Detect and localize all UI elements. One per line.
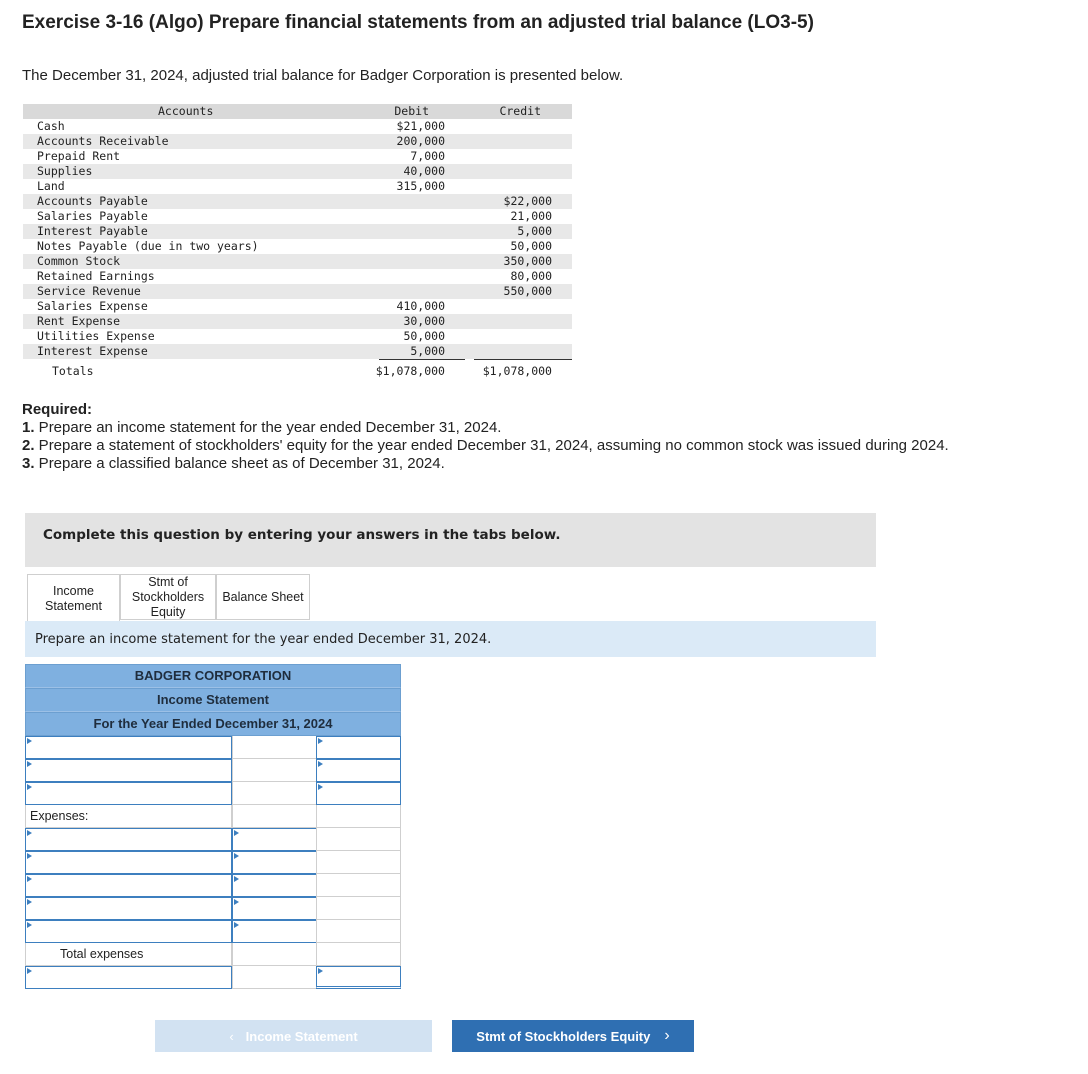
trial-balance-row xyxy=(23,149,572,164)
debit-amount: 40,000 xyxy=(403,164,445,178)
expense-row xyxy=(25,828,401,851)
header-accounts: Accounts xyxy=(158,104,214,118)
trial-balance-row xyxy=(23,299,572,314)
statement-period: For the Year Ended December 31, 2024 xyxy=(25,712,401,736)
instructions-text: Complete this question by entering your answers in the tabs below. xyxy=(43,527,561,543)
header-credit: Credit xyxy=(499,104,541,118)
account-name: Interest Payable xyxy=(37,224,148,238)
totals-label: Totals xyxy=(52,364,94,378)
expense-account-input[interactable] xyxy=(25,851,232,874)
credit-subtotal-rule xyxy=(474,359,572,360)
credit-amount: 80,000 xyxy=(510,269,552,283)
account-name: Interest Expense xyxy=(37,344,148,358)
required-heading: Required: xyxy=(22,401,93,418)
debit-amount: 5,000 xyxy=(410,344,445,358)
next-tab-button[interactable] xyxy=(452,1020,694,1052)
trial-balance-header xyxy=(23,104,572,119)
account-name: Notes Payable (due in two years) xyxy=(37,239,259,253)
debit-amount: 200,000 xyxy=(396,134,445,148)
account-name: Salaries Payable xyxy=(37,209,148,223)
statement-name: Income Statement xyxy=(25,688,401,712)
debit-amount: 315,000 xyxy=(396,179,445,193)
trial-balance-table xyxy=(23,104,572,378)
instructions-banner xyxy=(25,513,876,567)
chevron-right-icon: › xyxy=(664,1027,670,1044)
required-section xyxy=(22,401,1062,473)
expense-row xyxy=(25,920,401,943)
total-expenses-cell xyxy=(25,943,232,966)
totals-credit: $1,078,000 xyxy=(482,364,552,378)
trial-balance-totals xyxy=(23,364,572,380)
credit-amount: 50,000 xyxy=(510,239,552,253)
empty-cell xyxy=(232,943,317,966)
trial-balance-row xyxy=(23,164,572,179)
trial-balance-row xyxy=(23,134,572,149)
expenses-label-cell xyxy=(25,805,232,828)
trial-balance-row xyxy=(23,194,572,209)
empty-cell xyxy=(316,874,401,897)
expense-account-input[interactable] xyxy=(25,874,232,897)
account-name: Service Revenue xyxy=(37,284,141,298)
trial-balance-row xyxy=(23,344,572,359)
account-input[interactable] xyxy=(25,736,232,759)
trial-balance-row xyxy=(23,179,572,194)
account-name: Supplies xyxy=(37,164,93,178)
account-name: Accounts Receivable xyxy=(37,134,169,148)
net-income-label-input[interactable] xyxy=(25,966,232,989)
trial-balance-row xyxy=(23,269,572,284)
required-item: 1. Prepare an income statement for the year ended December 31, 2024. xyxy=(22,419,502,436)
chevron-left-icon: ‹ xyxy=(229,1028,234,1044)
empty-cell xyxy=(232,805,317,828)
trial-balance-row xyxy=(23,254,572,269)
expense-row xyxy=(25,874,401,897)
trial-balance-row xyxy=(23,209,572,224)
income-statement-form xyxy=(25,664,401,989)
account-name: Utilities Expense xyxy=(37,329,155,343)
amount-input[interactable] xyxy=(316,782,401,805)
empty-cell xyxy=(316,920,401,943)
credit-amount: 550,000 xyxy=(503,284,552,298)
credit-amount: $22,000 xyxy=(503,194,552,208)
trial-balance-row xyxy=(23,284,572,299)
expense-account-input[interactable] xyxy=(25,828,232,851)
trial-balance-row xyxy=(23,224,572,239)
revenue-row xyxy=(25,736,401,759)
trial-balance-row xyxy=(23,119,572,134)
account-name: Retained Earnings xyxy=(37,269,155,283)
expenses-label: Expenses: xyxy=(30,809,89,823)
intro-text: The December 31, 2024, adjusted trial balance for Badger Corporation is presented below. xyxy=(22,67,624,84)
expense-amount-input[interactable] xyxy=(232,851,317,874)
amount-input[interactable] xyxy=(316,759,401,782)
credit-amount: 21,000 xyxy=(510,209,552,223)
account-name: Land xyxy=(37,179,65,193)
total-expenses-label: Total expenses xyxy=(60,947,144,961)
statement-company: BADGER CORPORATION xyxy=(25,664,401,688)
expenses-label-row xyxy=(25,805,401,828)
expense-account-input[interactable] xyxy=(25,920,232,943)
account-name: Accounts Payable xyxy=(37,194,148,208)
credit-amount: 350,000 xyxy=(503,254,552,268)
expense-row xyxy=(25,897,401,920)
empty-cell xyxy=(316,828,401,851)
expense-row xyxy=(25,851,401,874)
header-debit: Debit xyxy=(394,104,429,118)
expense-amount-input[interactable] xyxy=(232,828,317,851)
empty-cell xyxy=(232,759,317,782)
trial-balance-row xyxy=(23,314,572,329)
prompt-text: Prepare an income statement for the year ended December 31, 2024. xyxy=(35,632,492,647)
tab-prompt xyxy=(25,621,876,657)
debit-amount: 410,000 xyxy=(396,299,445,313)
expense-amount-input[interactable] xyxy=(232,897,317,920)
account-input[interactable] xyxy=(25,782,232,805)
account-input[interactable] xyxy=(25,759,232,782)
prev-tab-button[interactable] xyxy=(155,1020,432,1052)
tab-income-statement-label: Income Statement xyxy=(45,583,102,613)
net-income-row xyxy=(25,966,401,989)
debit-amount: 50,000 xyxy=(403,329,445,343)
required-item: 2. Prepare a statement of stockholders' equity for the year ended December 31, 2024, assuming no common stock was issued during 2024. xyxy=(22,437,949,454)
debit-amount: 30,000 xyxy=(403,314,445,328)
next-tab-label: Stmt of Stockholders Equity xyxy=(476,1028,651,1044)
total-expenses-row xyxy=(25,943,401,966)
totals-debit: $1,078,000 xyxy=(375,364,445,378)
expense-amount-input[interactable] xyxy=(232,874,317,897)
account-name: Common Stock xyxy=(37,254,121,268)
empty-cell xyxy=(316,805,401,828)
amount-input[interactable] xyxy=(316,736,401,759)
tab-balance-sheet-label: Balance Sheet xyxy=(222,589,304,604)
empty-cell xyxy=(232,782,317,805)
account-name: Prepaid Rent xyxy=(37,149,121,163)
empty-cell xyxy=(316,897,401,920)
empty-cell xyxy=(232,736,317,759)
tab-balance-sheet[interactable] xyxy=(216,574,310,620)
tab-income-statement[interactable] xyxy=(27,574,120,622)
expense-account-input[interactable] xyxy=(25,897,232,920)
trial-balance-row xyxy=(23,239,572,254)
empty-cell xyxy=(316,851,401,874)
credit-amount: 5,000 xyxy=(517,224,552,238)
account-name: Rent Expense xyxy=(37,314,121,328)
prev-tab-label: Income Statement xyxy=(245,1028,358,1044)
debit-subtotal-rule xyxy=(379,359,465,360)
debit-amount: 7,000 xyxy=(410,149,445,163)
tab-stmt-stockholders-equity[interactable] xyxy=(120,574,216,620)
required-item: 3. Prepare a classified balance sheet as of December 31, 2024. xyxy=(22,455,445,472)
empty-cell xyxy=(232,966,317,989)
trial-balance-row xyxy=(23,329,572,344)
expense-amount-input[interactable] xyxy=(232,920,317,943)
debit-amount: $21,000 xyxy=(396,119,445,133)
account-name: Cash xyxy=(37,119,65,133)
revenue-row xyxy=(25,782,401,805)
page-title: Exercise 3-16 (Algo) Prepare financial statements from an adjusted trial balance (LO3-5) xyxy=(22,12,814,33)
revenue-row xyxy=(25,759,401,782)
account-name: Salaries Expense xyxy=(37,299,148,313)
tab-stmt-equity-label: Stmt of Stockholders Equity xyxy=(131,574,205,619)
empty-cell xyxy=(316,943,401,966)
net-income-amount-input[interactable] xyxy=(316,966,401,989)
